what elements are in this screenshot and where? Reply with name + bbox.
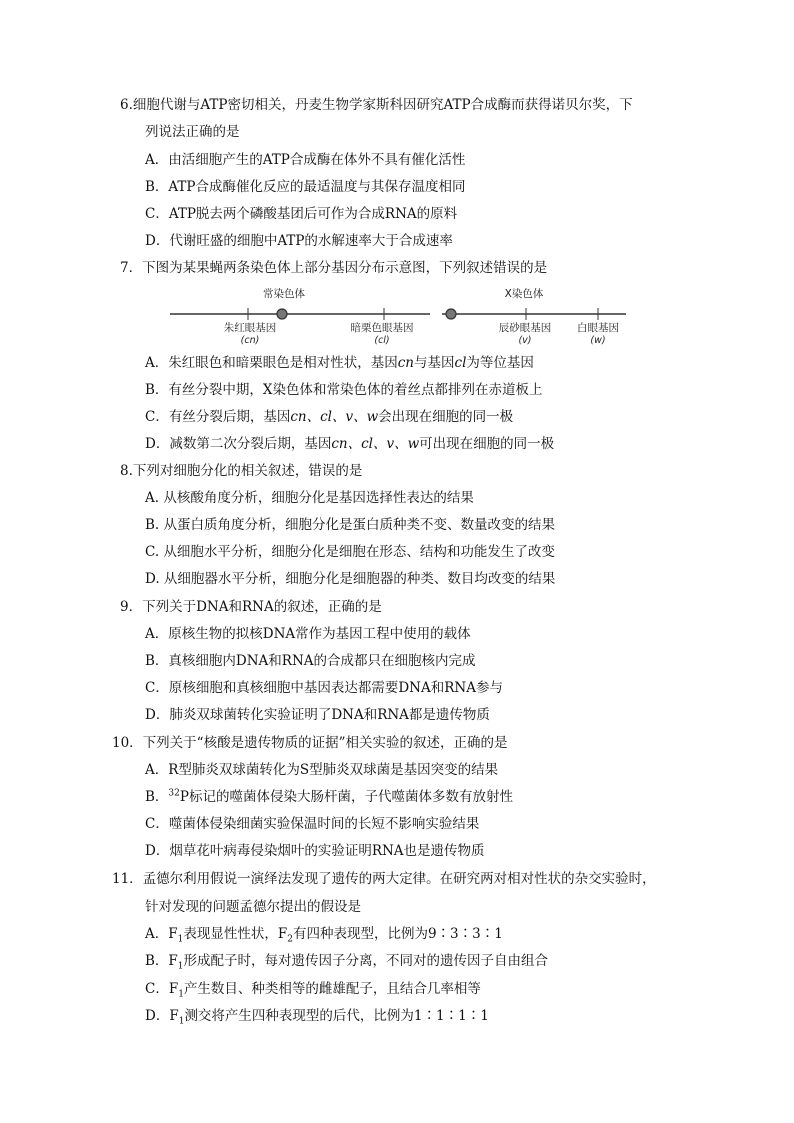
question-number: 8. [120,463,133,479]
question-9-option-d: D．肺炎双球菌转化实验证明了DNA和RNA都是遗传物质 [145,707,490,723]
isotope-superscript: 32 [168,788,180,799]
option-text: 产生数目、种类相等的雌雄配子，且结合几率相等 [183,981,481,997]
x-centromere [446,309,456,319]
question-6-stem-cont: 列说法正确的是 [145,124,240,140]
question-6-option-d: D．代谢旺盛的细胞中ATP的水解速率大于合成速率 [145,233,453,249]
generation-subscript: 1 [178,989,184,1000]
option-text: 会出现在细胞的同一极 [378,409,514,425]
question-10-option-b [145,788,513,806]
gene-cn-name: 朱红眼基因 [223,322,277,334]
question-11-option-b [145,952,548,970]
option-text: D．F [145,1008,179,1024]
question-9-option-a: A．原核生物的拟核DNA常作为基因工程中使用的载体 [145,626,471,642]
autosome-label: 常染色体 [263,288,305,300]
question-7-option-c [145,408,513,426]
question-7-stem [120,259,547,277]
question-11-stem-cont: 针对发现的问题孟德尔提出的假设是 [145,899,361,915]
question-6-stem [120,96,633,114]
option-text: P标记的噬菌体侵染大肠杆菌，子代噬菌体多数有放射性 [179,789,513,805]
question-number: 6. [120,97,133,113]
question-8-option-a: A. 从核酸角度分析，细胞分化是基因选择性表达的结果 [145,490,474,506]
generation-subscript: 1 [177,934,184,945]
option-text: B．F [145,953,178,969]
stem-text: 下列对细胞分化的相关叙述，错误的是 [132,463,363,479]
question-7-option-a [145,354,534,372]
question-7-option-b: B．有丝分裂中期，X染色体和常染色体的着丝点都排列在赤道板上 [145,382,543,398]
gene-w-name: 白眼基因 [577,322,619,334]
generation-subscript: 1 [178,1016,185,1027]
question-8-option-d: D. 从细胞器水平分析，细胞分化是细胞器的种类、数目均改变的结果 [145,571,556,587]
stem-text: 下列关于“核酸是遗传物质的证据”相关实验的叙述，正确的是 [142,735,508,751]
question-8-stem [120,462,362,480]
stem-text: 细胞代谢与ATP密切相关，丹麦生物学家斯科因研究ATP合成酶而获得诺贝尔奖，下 [132,97,633,113]
gene-cn-symbol: (cn) [240,335,260,346]
question-9-option-b: B．真核细胞内DNA和RNA的合成都只在细胞核内完成 [145,653,476,669]
question-8-option-c: C. 从细胞水平分析，细胞分化是细胞在形态、结构和功能发生了改变 [145,544,555,560]
gene-v-symbol: (v) [518,335,532,346]
stem-text: 下图为某果蝇两条染色体上部分基因分布示意图，下列叙述错误的是 [142,260,548,276]
option-text: 可出现在细胞的同一极 [419,436,555,452]
chromosome-diagram [168,282,628,348]
gene-v-name: 辰砂眼基因 [498,322,552,334]
option-text: 有四种表现型，比例为9∶3∶3∶1 [292,926,503,942]
gene-symbol: cn [397,355,415,371]
question-10-option-d: D．烟草花叶病毒侵染烟叶的实验证明RNA也是遗传物质 [145,843,485,859]
generation-subscript: 1 [177,961,184,972]
option-text: A．F [145,926,178,942]
question-11-option-c [145,980,481,998]
question-9-option-c: C．原核细胞和真核细胞中基因表达都需要DNA和RNA参与 [145,680,503,696]
question-number: 9． [120,599,143,615]
option-text: B． [145,789,169,805]
question-10-option-a: A．R型肺炎双球菌转化为S型肺炎双球菌是基因突变的结果 [145,762,499,778]
question-9-stem [120,598,382,616]
question-10-option-c: C．噬菌体侵染细菌实验保温时间的长短不影响实验结果 [145,816,480,832]
question-6-option-c: C．ATP脱去两个磷酸基团后可作为合成RNA的原料 [145,206,458,222]
x-chromosome-label: X染色体 [504,288,544,300]
question-6-option-a: A．由活细胞产生的ATP合成酶在体外不具有催化活性 [145,152,466,168]
question-10-stem [112,734,508,752]
question-11-option-d [145,1007,489,1025]
option-text: 与基因 [414,355,455,371]
question-number: 11． [112,871,143,887]
question-11-stem [112,870,656,888]
question-7-option-d [145,435,554,453]
gene-w-symbol: (w) [590,335,606,346]
option-text: 形成配子时，每对遗传因子分离，不同对的遗传因子自由组合 [183,953,549,969]
gene-symbol: cl [454,355,467,371]
gene-cl-name: 暗栗色眼基因 [350,322,414,334]
option-text: A．朱红眼色和暗栗眼色是相对性状，基因 [145,355,398,371]
option-text: 表现显性性状，F [183,926,288,942]
autosome-centromere [277,309,287,319]
question-11-option-a [145,925,503,943]
gene-cl-symbol: (cl) [374,335,390,346]
gene-symbols: cn、cl、v、w [290,409,379,425]
question-8-option-b: B. 从蛋白质角度分析，细胞分化是蛋白质种类不变、数量改变的结果 [145,517,556,533]
stem-text: 孟德尔利用假说一演绎法发现了遗传的两大定律。在研究两对相对性状的杂交实验时， [142,871,656,887]
option-text: D．减数第二次分裂后期，基因 [145,436,332,452]
question-number: 10． [112,735,143,751]
stem-text: 下列关于DNA和RNA的叙述，正确的是 [142,599,382,615]
question-number: 7． [120,260,143,276]
generation-subscript: 2 [287,934,293,945]
question-6-option-b: B．ATP合成酶催化反应的最适温度与其保存温度相同 [145,179,466,195]
option-text: 为等位基因 [466,355,534,371]
option-text: 测交将产生四种表现型的后代，比例为1∶1∶1∶1 [184,1008,489,1024]
gene-symbols: cn、cl、v、w [331,436,420,452]
option-text: C．有丝分裂后期，基因 [145,409,291,425]
option-text: C．F [145,981,179,997]
